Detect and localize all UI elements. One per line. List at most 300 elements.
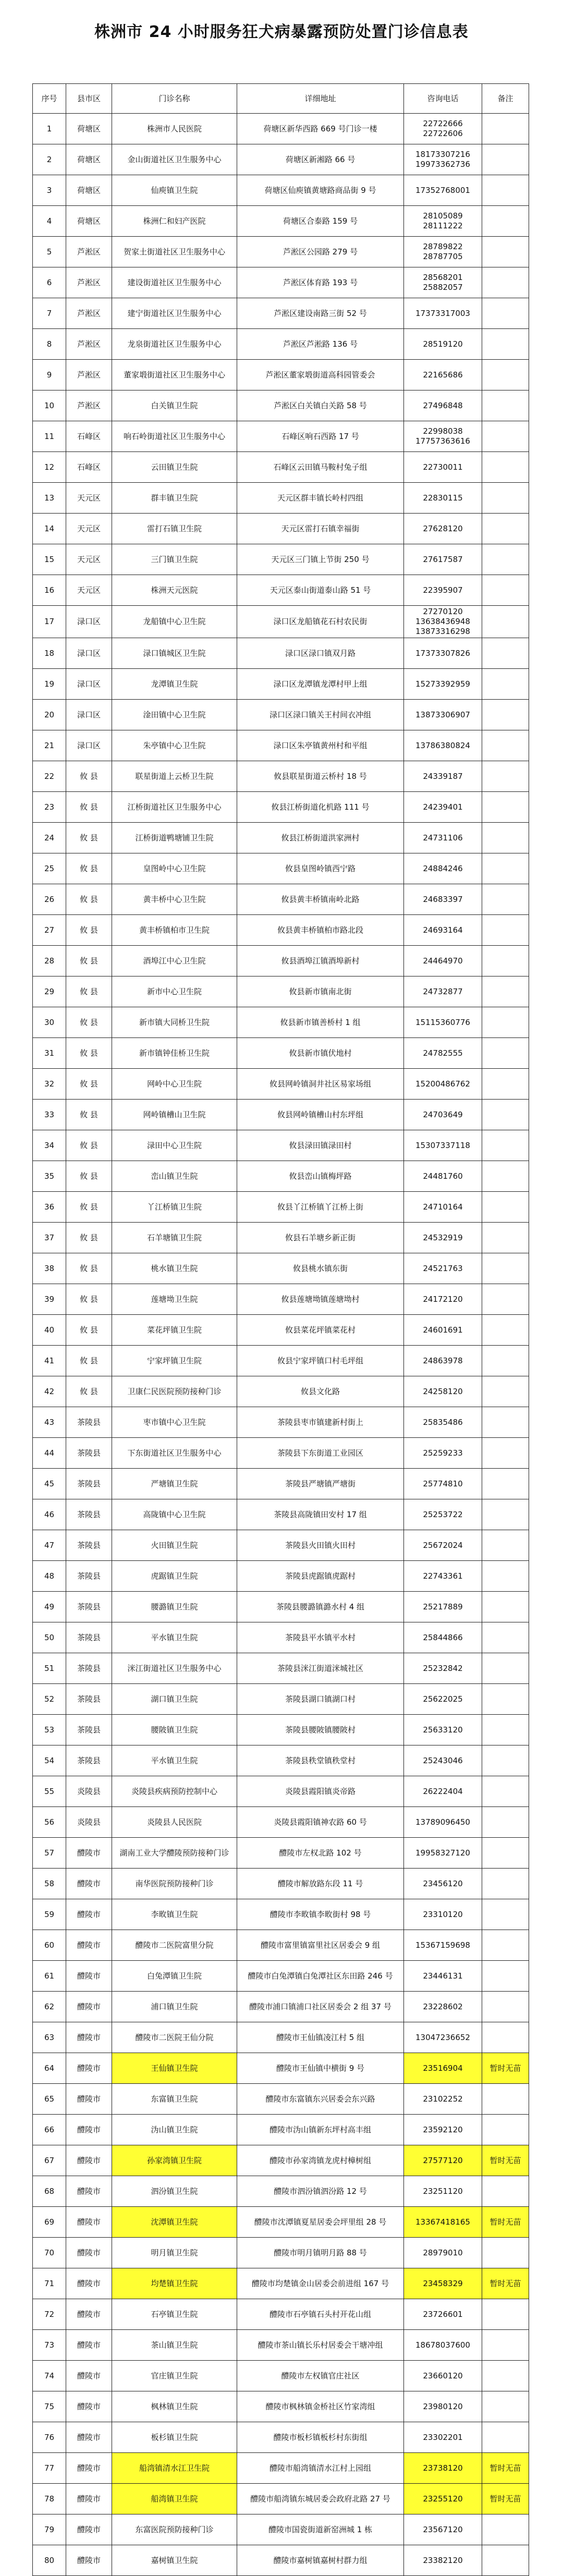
table-row: [33, 976, 529, 1007]
table-row: [33, 1130, 529, 1161]
cell-no: 21: [33, 730, 66, 761]
cell-address: 攸县江桥街道洪家洲村: [237, 823, 404, 853]
cell-clinic-name: 联星街道上云桥卫生院: [112, 761, 237, 792]
table-row: [33, 700, 529, 730]
cell-clinic-name: 均楚镇卫生院: [112, 2268, 237, 2299]
cell-note: 暂时无苗: [482, 2453, 529, 2484]
cell-phone: 27617587: [404, 544, 482, 575]
cell-phone: 25259233: [404, 1438, 482, 1469]
cell-address: 石峰区云田镇马鞍村兔子组: [237, 452, 404, 483]
cell-clinic-name: 平水镇卫生院: [112, 1745, 237, 1776]
cell-phone: 24693164: [404, 915, 482, 946]
cell-county: 攸 县: [66, 1253, 112, 1284]
table-row: [33, 761, 529, 792]
cell-no: 17: [33, 606, 66, 638]
cell-county: 茶陵县: [66, 1438, 112, 1469]
cell-no: 62: [33, 1992, 66, 2022]
cell-clinic-name: 醴陵市二医院富里分院: [112, 1930, 237, 1961]
cell-phone: 23592120: [404, 2115, 482, 2145]
clinic-table: [32, 83, 529, 2576]
cell-note: [482, 915, 529, 946]
cell-address: 荷塘区新湘路 66 号: [237, 144, 404, 175]
cell-county: 茶陵县: [66, 1653, 112, 1684]
cell-county: 渌口区: [66, 669, 112, 700]
cell-no: 72: [33, 2299, 66, 2330]
cell-clinic-name: 板杉镇卫生院: [112, 2422, 237, 2453]
cell-no: 61: [33, 1961, 66, 1992]
cell-note: [482, 884, 529, 915]
cell-county: 醴陵市: [66, 2053, 112, 2084]
cell-county: 攸 县: [66, 761, 112, 792]
cell-note: [482, 2361, 529, 2391]
cell-phone: 15367159698: [404, 1930, 482, 1961]
cell-note: [482, 1622, 529, 1653]
cell-address: 攸县莲塘坳镇莲塘坳村: [237, 1284, 404, 1315]
cell-address: 茶陵县严塘镇严塘街: [237, 1469, 404, 1499]
table-row: [33, 2299, 529, 2330]
table-row: [33, 114, 529, 144]
cell-county: 天元区: [66, 575, 112, 606]
cell-phone: 27577120: [404, 2145, 482, 2176]
cell-address: 茶陵县下东街道工业园区: [237, 1438, 404, 1469]
cell-phone: 23567120: [404, 2514, 482, 2545]
cell-clinic-name: 卫康仁民医院预防接种门诊: [112, 1376, 237, 1407]
cell-address: 攸县渌田镇渌田村: [237, 1130, 404, 1161]
cell-address: 醴陵市茶山镇长乐村居委会干塘冲组: [237, 2330, 404, 2361]
table-row: [33, 915, 529, 946]
cell-clinic-name: 黄丰桥中心卫生院: [112, 884, 237, 915]
cell-note: [482, 452, 529, 483]
cell-address: 醴陵市左权北路 102 号: [237, 1838, 404, 1869]
cell-county: 茶陵县: [66, 1715, 112, 1745]
cell-clinic-name: 湖南工业大学醴陵预防接种门诊: [112, 1838, 237, 1869]
cell-address: 荷塘区合泰路 159 号: [237, 206, 404, 237]
cell-address: 天元区群丰镇长岭村四组: [237, 483, 404, 514]
table-row: [33, 1284, 529, 1315]
cell-address: 荷塘区仙庾镇黄塘路商品街 9 号: [237, 175, 404, 206]
table-row: [33, 1007, 529, 1038]
cell-phone: 23302201: [404, 2422, 482, 2453]
cell-note: [482, 1992, 529, 2022]
table-row: [33, 1745, 529, 1776]
cell-county: 醴陵市: [66, 2545, 112, 2576]
cell-phone: 13873306907: [404, 700, 482, 730]
cell-clinic-name: 云田镇卫生院: [112, 452, 237, 483]
cell-clinic-name: 株洲天元医院: [112, 575, 237, 606]
cell-county: 攸 县: [66, 976, 112, 1007]
cell-phone: 25835486: [404, 1407, 482, 1438]
cell-phone: 19958327120: [404, 1838, 482, 1869]
cell-note: [482, 730, 529, 761]
cell-phone: 25622025: [404, 1684, 482, 1715]
cell-clinic-name: 建设街道社区卫生服务中心: [112, 267, 237, 298]
cell-address: 醴陵市解放路东段 11 号: [237, 1869, 404, 1899]
cell-address: 醴陵市左权镇官庄社区: [237, 2361, 404, 2391]
cell-note: [482, 2176, 529, 2207]
cell-note: [482, 2299, 529, 2330]
cell-no: 59: [33, 1899, 66, 1930]
cell-phone: 23980120: [404, 2391, 482, 2422]
cell-clinic-name: 株洲仁和妇产医院: [112, 206, 237, 237]
cell-clinic-name: 群丰镇卫生院: [112, 483, 237, 514]
cell-note: [482, 2330, 529, 2361]
cell-clinic-name: 龙船镇中心卫生院: [112, 606, 237, 638]
cell-county: 醴陵市: [66, 2084, 112, 2115]
cell-county: 炎陵县: [66, 1807, 112, 1838]
cell-phone: 13047236652: [404, 2022, 482, 2053]
table-row: [33, 638, 529, 669]
cell-county: 天元区: [66, 514, 112, 544]
cell-no: 41: [33, 1346, 66, 1376]
cell-address: 醴陵市船湾镇清水江村上园组: [237, 2453, 404, 2484]
cell-note: [482, 237, 529, 267]
cell-county: 醴陵市: [66, 2484, 112, 2514]
cell-address: 醴陵市沈潭镇夏星居委会坪里组 28 号: [237, 2207, 404, 2238]
cell-note: [482, 1592, 529, 1622]
cell-county: 渌口区: [66, 730, 112, 761]
cell-no: 78: [33, 2484, 66, 2514]
cell-note: 暂时无苗: [482, 2145, 529, 2176]
cell-no: 69: [33, 2207, 66, 2238]
cell-no: 75: [33, 2391, 66, 2422]
cell-no: 39: [33, 1284, 66, 1315]
table-row: [33, 946, 529, 976]
table-row: [33, 792, 529, 823]
cell-note: [482, 946, 529, 976]
cell-phone: 23251120: [404, 2176, 482, 2207]
cell-county: 攸 县: [66, 1161, 112, 1192]
table-row: [33, 1653, 529, 1684]
cell-county: 芦淞区: [66, 329, 112, 360]
cell-address: 茶陵县枣市镇建新村街上: [237, 1407, 404, 1438]
cell-clinic-name: 腰陂镇卫生院: [112, 1715, 237, 1745]
cell-note: [482, 1407, 529, 1438]
table-row: [33, 730, 529, 761]
cell-address: 石峰区响石西路 17 号: [237, 421, 404, 452]
cell-phone: 28979010: [404, 2238, 482, 2268]
cell-address: 醴陵市沩山镇新东坪村高丰组: [237, 2115, 404, 2145]
cell-address: 攸县石羊塘乡新正街: [237, 1223, 404, 1253]
cell-phone: 25672024: [404, 1530, 482, 1561]
table-row: [33, 1561, 529, 1592]
cell-no: 33: [33, 1100, 66, 1130]
cell-clinic-name: 新市镇大同桥卫生院: [112, 1007, 237, 1038]
table-row: [33, 514, 529, 544]
cell-no: 26: [33, 884, 66, 915]
cell-note: [482, 514, 529, 544]
cell-note: [482, 853, 529, 884]
cell-clinic-name: 淦田镇中心卫生院: [112, 700, 237, 730]
cell-note: [482, 421, 529, 452]
cell-note: [482, 700, 529, 730]
cell-clinic-name: 嘉树镇卫生院: [112, 2545, 237, 2576]
cell-phone: 28519120: [404, 329, 482, 360]
cell-clinic-name: 峦山镇卫生院: [112, 1161, 237, 1192]
cell-county: 醴陵市: [66, 2145, 112, 2176]
cell-no: 7: [33, 298, 66, 329]
cell-clinic-name: 炎陵县人民医院: [112, 1807, 237, 1838]
cell-county: 攸 县: [66, 946, 112, 976]
table-row: [33, 1592, 529, 1622]
cell-address: 醴陵市白兔潭镇白兔潭社区东田路 246 号: [237, 1961, 404, 1992]
cell-no: 45: [33, 1469, 66, 1499]
cell-clinic-name: 董家塅街道社区卫生服务中心: [112, 360, 237, 390]
cell-county: 芦淞区: [66, 237, 112, 267]
cell-note: [482, 976, 529, 1007]
table-row: [33, 483, 529, 514]
cell-phone: 24731106: [404, 823, 482, 853]
cell-county: 茶陵县: [66, 1745, 112, 1776]
cell-note: [482, 1346, 529, 1376]
cell-clinic-name: 莲塘坳卫生院: [112, 1284, 237, 1315]
cell-county: 攸 县: [66, 1038, 112, 1069]
cell-address: 攸县新市镇南北街: [237, 976, 404, 1007]
table-row: [33, 298, 529, 329]
cell-no: 34: [33, 1130, 66, 1161]
cell-note: [482, 792, 529, 823]
table-row: [33, 823, 529, 853]
cell-note: [482, 1838, 529, 1869]
cell-phone: 24683397: [404, 884, 482, 915]
table-row: [33, 2453, 529, 2484]
table-row: [33, 1469, 529, 1499]
cell-phone: 18678037600: [404, 2330, 482, 2361]
cell-no: 28: [33, 946, 66, 976]
cell-phone: 24782555: [404, 1038, 482, 1069]
cell-no: 77: [33, 2453, 66, 2484]
cell-county: 茶陵县: [66, 1407, 112, 1438]
cell-clinic-name: 白兔潭镇卫生院: [112, 1961, 237, 1992]
cell-clinic-name: 贺家土街道社区卫生服务中心: [112, 237, 237, 267]
cell-clinic-name: 南华医院预防接种门诊: [112, 1869, 237, 1899]
cell-no: 12: [33, 452, 66, 483]
cell-no: 20: [33, 700, 66, 730]
cell-clinic-name: 枣市镇中心卫生院: [112, 1407, 237, 1438]
table-row: [33, 606, 529, 638]
cell-clinic-name: 沈潭镇卫生院: [112, 2207, 237, 2238]
cell-phone: 23382120: [404, 2545, 482, 2576]
cell-clinic-name: 洣江街道社区卫生服务中心: [112, 1653, 237, 1684]
cell-clinic-name: 桃水镇卫生院: [112, 1253, 237, 1284]
cell-address: 天元区泰山街道泰山路 51 号: [237, 575, 404, 606]
cell-clinic-name: 渌田中心卫生院: [112, 1130, 237, 1161]
cell-clinic-name: 严塘镇卫生院: [112, 1469, 237, 1499]
cell-phone: 23726601: [404, 2299, 482, 2330]
cell-phone: 25633120: [404, 1715, 482, 1745]
cell-county: 醴陵市: [66, 1869, 112, 1899]
cell-no: 76: [33, 2422, 66, 2453]
table-row: [33, 884, 529, 915]
cell-county: 醴陵市: [66, 2361, 112, 2391]
cell-address: 芦淞区董家塅街道高科园管委会: [237, 360, 404, 390]
cell-no: 36: [33, 1192, 66, 1223]
cell-phone: 24258120: [404, 1376, 482, 1407]
cell-address: 攸县黄丰桥镇南岭北路: [237, 884, 404, 915]
cell-county: 茶陵县: [66, 1684, 112, 1715]
cell-clinic-name: 宁家坪镇卫生院: [112, 1346, 237, 1376]
cell-no: 10: [33, 390, 66, 421]
table-row: [33, 1684, 529, 1715]
table-row: [33, 669, 529, 700]
cell-clinic-name: 东富医院预防接种门诊: [112, 2514, 237, 2545]
table-row: [33, 2115, 529, 2145]
cell-phone: 15115360776: [404, 1007, 482, 1038]
cell-note: [482, 360, 529, 390]
cell-note: [482, 544, 529, 575]
cell-clinic-name: 茶山镇卫生院: [112, 2330, 237, 2361]
cell-no: 42: [33, 1376, 66, 1407]
cell-phone: 25217889: [404, 1592, 482, 1622]
cell-clinic-name: 枫林镇卫生院: [112, 2391, 237, 2422]
cell-no: 63: [33, 2022, 66, 2053]
cell-note: [482, 1192, 529, 1223]
cell-clinic-name: 菜花坪镇卫生院: [112, 1315, 237, 1346]
table-row: [33, 329, 529, 360]
cell-phone: 17373307826: [404, 638, 482, 669]
cell-no: 25: [33, 853, 66, 884]
cell-county: 攸 县: [66, 884, 112, 915]
cell-phone: 22998038 17757363616: [404, 421, 482, 452]
cell-address: 攸县联星街道云桥村 18 号: [237, 761, 404, 792]
cell-county: 荷塘区: [66, 114, 112, 144]
cell-address: 醴陵市王仙镇中横街 9 号: [237, 2053, 404, 2084]
cell-no: 2: [33, 144, 66, 175]
cell-clinic-name: 江桥街道鸭塘铺卫生院: [112, 823, 237, 853]
cell-clinic-name: 石羊塘镇卫生院: [112, 1223, 237, 1253]
cell-note: [482, 2238, 529, 2268]
cell-no: 67: [33, 2145, 66, 2176]
header-note: 备注: [482, 84, 529, 114]
cell-address: 茶陵县洣江街道洣城社区: [237, 1653, 404, 1684]
cell-no: 40: [33, 1315, 66, 1346]
cell-phone: 24863978: [404, 1346, 482, 1376]
table-row: [33, 2053, 529, 2084]
cell-address: 攸县皇图岭镇西宁路: [237, 853, 404, 884]
table-row: [33, 853, 529, 884]
table-row: [33, 2361, 529, 2391]
cell-address: 炎陵县霞阳镇炎帝路: [237, 1776, 404, 1807]
cell-phone: 26222404: [404, 1776, 482, 1807]
cell-county: 天元区: [66, 544, 112, 575]
cell-county: 醴陵市: [66, 2514, 112, 2545]
cell-clinic-name: 湖口镇卫生院: [112, 1684, 237, 1715]
cell-county: 醴陵市: [66, 1930, 112, 1961]
cell-county: 荷塘区: [66, 206, 112, 237]
table-row: [33, 1899, 529, 1930]
cell-no: 80: [33, 2545, 66, 2576]
cell-county: 醴陵市: [66, 2115, 112, 2145]
cell-clinic-name: 三门镇卫生院: [112, 544, 237, 575]
table-row: [33, 1192, 529, 1223]
cell-address: 茶陵县虎踞镇虎踞村: [237, 1561, 404, 1592]
cell-county: 石峰区: [66, 421, 112, 452]
cell-address: 渌口区龙潭镇龙潭村甲上组: [237, 669, 404, 700]
cell-county: 天元区: [66, 483, 112, 514]
cell-no: 9: [33, 360, 66, 390]
cell-note: [482, 2422, 529, 2453]
cell-clinic-name: 沩山镇卫生院: [112, 2115, 237, 2145]
cell-phone: 24172120: [404, 1284, 482, 1315]
cell-county: 醴陵市: [66, 2453, 112, 2484]
cell-county: 茶陵县: [66, 1622, 112, 1653]
cell-address: 醴陵市王仙镇凌江村 5 组: [237, 2022, 404, 2053]
cell-note: [482, 1715, 529, 1745]
cell-county: 芦淞区: [66, 267, 112, 298]
cell-phone: 15307337118: [404, 1130, 482, 1161]
cell-no: 23: [33, 792, 66, 823]
table-row: [33, 2022, 529, 2053]
cell-note: 暂时无苗: [482, 2053, 529, 2084]
cell-no: 57: [33, 1838, 66, 1869]
table-row: [33, 2484, 529, 2514]
cell-clinic-name: 丫江桥镇卫生院: [112, 1192, 237, 1223]
cell-address: 攸县丫江桥镇丫江桥上街: [237, 1192, 404, 1223]
cell-no: 71: [33, 2268, 66, 2299]
cell-note: [482, 1284, 529, 1315]
cell-clinic-name: 王仙镇卫生院: [112, 2053, 237, 2084]
table-row: [33, 1869, 529, 1899]
cell-no: 29: [33, 976, 66, 1007]
cell-address: 炎陵县霞阳镇神农路 60 号: [237, 1807, 404, 1838]
cell-no: 47: [33, 1530, 66, 1561]
cell-clinic-name: 仙庾镇卫生院: [112, 175, 237, 206]
cell-phone: 22395907: [404, 575, 482, 606]
cell-clinic-name: 建宁街道社区卫生服务中心: [112, 298, 237, 329]
cell-clinic-name: 朱亭镇中心卫生院: [112, 730, 237, 761]
cell-clinic-name: 船湾镇清水江卫生院: [112, 2453, 237, 2484]
cell-note: [482, 1130, 529, 1161]
cell-no: 38: [33, 1253, 66, 1284]
cell-address: 渌口区龙船镇花石村农民街: [237, 606, 404, 638]
cell-county: 醴陵市: [66, 1899, 112, 1930]
cell-county: 攸 县: [66, 1007, 112, 1038]
cell-clinic-name: 龙泉街道社区卫生服务中心: [112, 329, 237, 360]
cell-note: [482, 1653, 529, 1684]
cell-county: 芦淞区: [66, 298, 112, 329]
cell-phone: 24710164: [404, 1192, 482, 1223]
cell-note: [482, 144, 529, 175]
cell-address: 芦淞区芦淞路 136 号: [237, 329, 404, 360]
table-row: [33, 421, 529, 452]
cell-address: 攸县新市镇善桥村 1 组: [237, 1007, 404, 1038]
cell-address: 攸县江桥街道化机路 111 号: [237, 792, 404, 823]
cell-note: [482, 575, 529, 606]
cell-phone: 24732877: [404, 976, 482, 1007]
cell-county: 石峰区: [66, 452, 112, 483]
table-row: [33, 1346, 529, 1376]
cell-clinic-name: 白关镇卫生院: [112, 390, 237, 421]
table-row: [33, 2514, 529, 2545]
cell-county: 攸 县: [66, 1284, 112, 1315]
cell-note: [482, 669, 529, 700]
cell-note: 暂时无苗: [482, 2207, 529, 2238]
table-row: [33, 2145, 529, 2176]
cell-note: [482, 298, 529, 329]
cell-clinic-name: 新市镇钟佳桥卫生院: [112, 1038, 237, 1069]
table-row: [33, 2176, 529, 2207]
cell-phone: 18173307216 19973362736: [404, 144, 482, 175]
cell-phone: 13786380824: [404, 730, 482, 761]
cell-phone: 15273392959: [404, 669, 482, 700]
cell-no: 43: [33, 1407, 66, 1438]
cell-county: 茶陵县: [66, 1499, 112, 1530]
cell-phone: 22722666 22722606: [404, 114, 482, 144]
cell-phone: 23446131: [404, 1961, 482, 1992]
cell-note: [482, 1499, 529, 1530]
cell-phone: 17373317003: [404, 298, 482, 329]
cell-note: [482, 1961, 529, 1992]
cell-county: 攸 县: [66, 853, 112, 884]
